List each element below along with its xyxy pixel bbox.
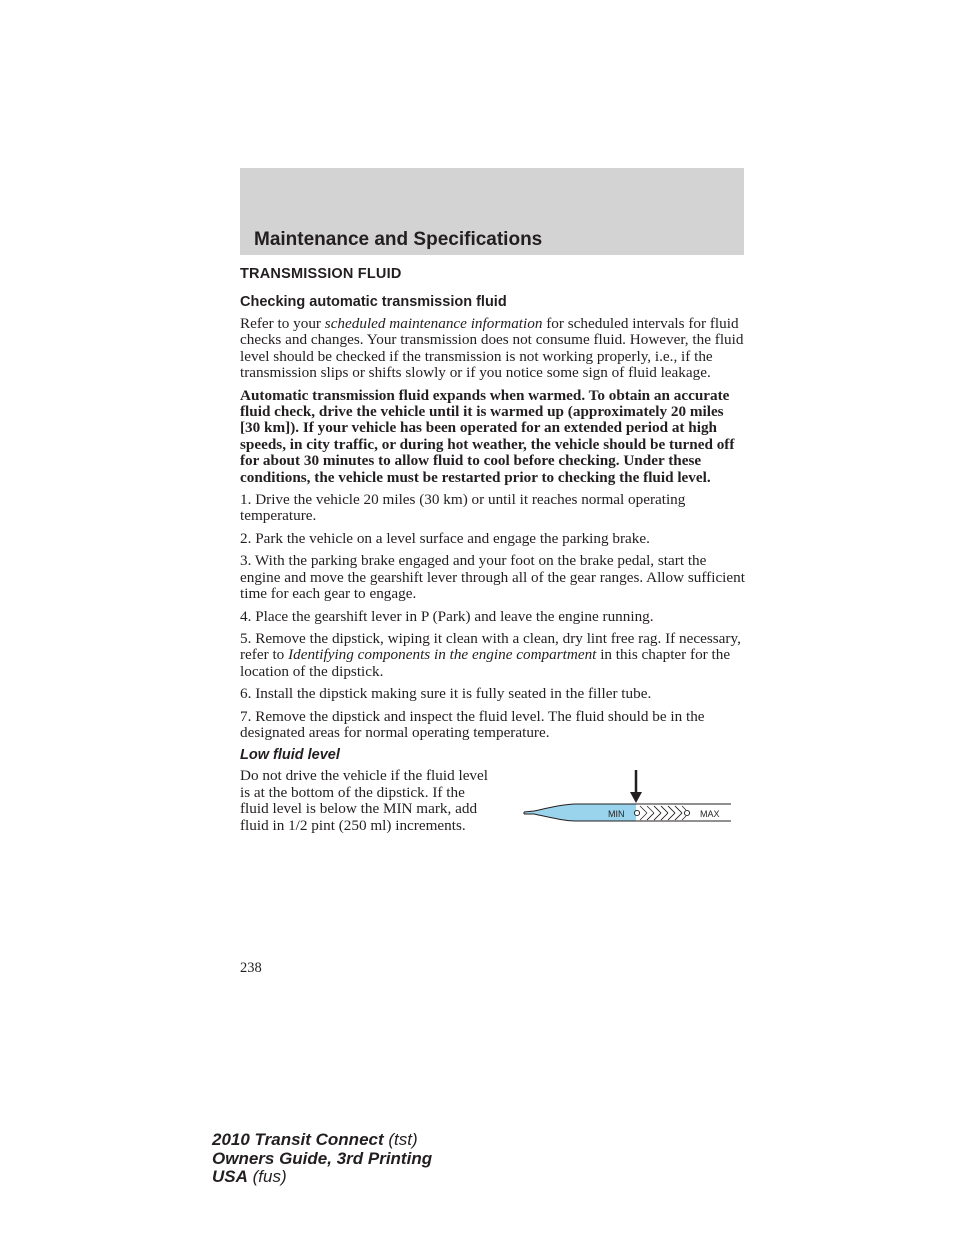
dipstick-diagram [490, 768, 746, 858]
step-1: 1. Drive the vehicle 20 miles (30 km) or until it reaches normal operating temperature. [240, 491, 686, 525]
footer-model-code: (tst) [383, 1130, 418, 1149]
step-5 [240, 631, 746, 680]
section-title: TRANSMISSION FLUID [240, 266, 402, 282]
low-fluid-text-column [240, 768, 490, 858]
step-5-text-start: 5. Remove the dipstick, wiping it clean with a clean, dry lint free rag. If necessary, refer to [240, 629, 741, 664]
footer-line-1 [212, 1131, 432, 1150]
warning-paragraph: Automatic transmission fluid expands when warmed. To obtain an accurate fluid check, drive the vehicle until it is warmed up (approximately 20 miles [30 km]). If your vehicle has been operated for an extended period at high speeds, in city traffic, or during hot weather, the vehicle should be turned off for about 30 minutes to allow fluid to cool before checking. Under these conditions, the vehicle must be restarted prior to checking the fluid level. [240, 386, 735, 486]
low-fluid-title: Low fluid level [240, 747, 340, 764]
intro-text-end: for scheduled intervals for fluid checks and changes. Your transmission does not consume fluid. However, the fluid level should be checked if the transmission is not working properly, i.e., if the transmission slips or shifts slowly or if you notice some sign of fluid leakage. [240, 315, 744, 382]
intro-text-start: Refer to your [240, 315, 325, 332]
footer-region-code: (fus) [247, 1167, 287, 1186]
intro-paragraph [240, 316, 746, 382]
step-3: 3. With the parking brake engaged and your foot on the brake pedal, start the engine and move the gearshift lever through all of the gear ranges. Allow sufficient time for each gear to engage. [240, 552, 745, 603]
chapter-title: Maintenance and Specifications [254, 229, 543, 250]
crosshatch-region [640, 806, 686, 820]
page-number: 238 [240, 960, 262, 976]
footer-line-2: Owners Guide, 3rd Printing [212, 1148, 433, 1168]
step-7: 7. Remove the dipstick and inspect the fluid level. The fluid should be in the designated areas for normal operating temperature. [240, 707, 705, 741]
down-arrow-icon [630, 792, 642, 803]
step-6: 6. Install the dipstick making sure it is fully seated in the filler tube. [240, 685, 652, 703]
footer-model: 2010 Transit Connect [212, 1130, 384, 1149]
step-2: 2. Park the vehicle on a level surface and engage the parking brake. [240, 529, 650, 547]
footer-line-3 [212, 1168, 432, 1187]
step-4: 4. Place the gearshift lever in P (Park) and leave the engine running. [240, 607, 654, 625]
max-hole [684, 811, 689, 816]
section-subtitle: Checking automatic transmission fluid [240, 294, 507, 310]
intro-italic-reference: scheduled maintenance information [324, 315, 543, 332]
dipstick-illustration [490, 768, 746, 858]
low-fluid-paragraph: Do not drive the vehicle if the fluid level is at the bottom of the dipstick. If the fluid level is below the MIN mark, add fluid in 1/2 pint (250 ml) increments. [240, 767, 488, 834]
min-hole [634, 811, 639, 816]
footer [212, 1131, 432, 1187]
max-label: MAX [700, 809, 720, 820]
low-fluid-row [240, 768, 746, 858]
min-label: MIN [608, 809, 625, 820]
step-5-italic-reference: Identifying components in the engine compartment [288, 646, 597, 664]
section-header-band [240, 168, 744, 255]
step-5-text-end: in this chapter for the location of the dipstick. [240, 646, 731, 680]
footer-region: USA [212, 1167, 248, 1186]
page-content [240, 266, 746, 858]
